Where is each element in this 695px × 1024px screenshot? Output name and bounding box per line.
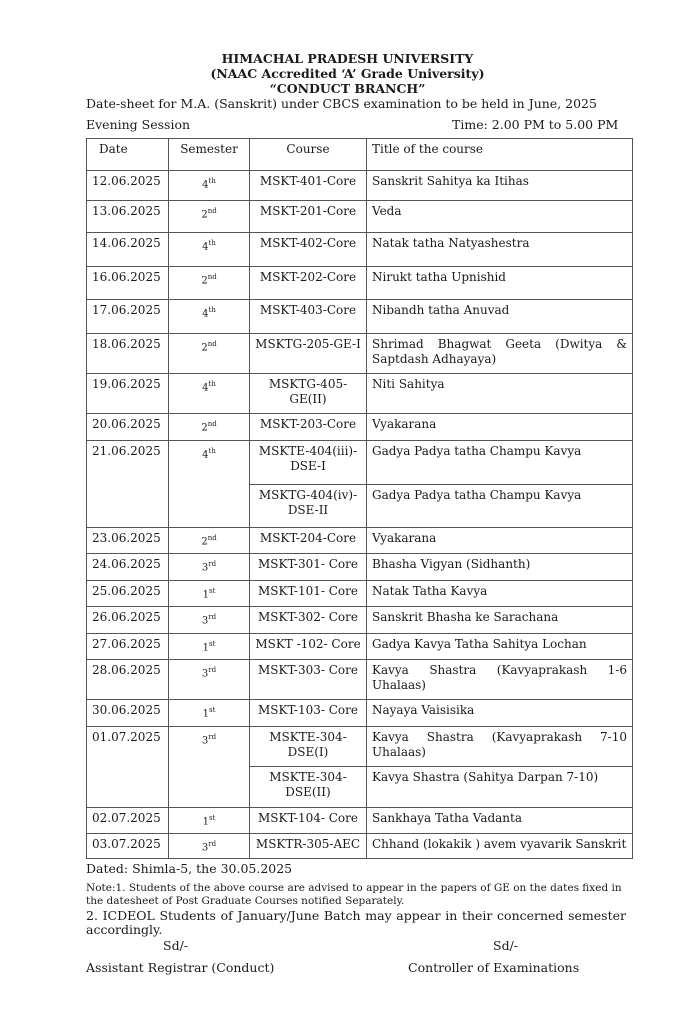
exam-date: 23.06.2025: [87, 528, 169, 554]
course-title: Gadya Kavya Tatha Sahitya Lochan: [367, 634, 633, 660]
course-code: MSKTG-205-GE-I: [250, 334, 367, 374]
exam-date: 27.06.2025: [87, 634, 169, 660]
semester-number: 1: [202, 708, 209, 720]
semester: [169, 700, 250, 727]
course-title: Vyakarana: [367, 414, 633, 441]
semester: [169, 441, 250, 528]
course-title: Bhasha Vigyan (Sidhanth): [367, 554, 633, 581]
semester: [169, 660, 250, 700]
table-row: [87, 554, 633, 581]
semester-number: 1: [202, 816, 209, 828]
exam-date: 24.06.2025: [87, 554, 169, 581]
semester-number: 3: [201, 668, 209, 680]
semester-suffix: st: [208, 640, 216, 648]
semester-suffix: st: [208, 706, 216, 714]
table-row: [87, 581, 633, 607]
semester: [169, 233, 250, 267]
table-row: [87, 334, 633, 374]
column-header-title: Title of the course: [367, 139, 633, 171]
course-code: MSKTE-304-DSE(I): [250, 727, 367, 767]
column-header-date: Date: [87, 139, 169, 171]
exam-date: 01.07.2025: [87, 727, 169, 808]
table-row: [87, 528, 633, 554]
course-code: MSKT-103- Core: [250, 700, 367, 727]
semester-number: 3: [201, 842, 209, 854]
semester: [169, 300, 250, 334]
semester-number: 2: [201, 342, 208, 354]
semester-suffix: rd: [208, 840, 217, 848]
semester-number: 3: [201, 735, 209, 747]
course-title: Kavya Shastra (Kavyaprakash 7-10 Uhalaas): [367, 727, 633, 767]
table-row: [87, 727, 633, 767]
semester: [169, 834, 250, 859]
semester-suffix: st: [208, 587, 216, 595]
semester-suffix: nd: [207, 534, 217, 542]
course-title: Nirukt tatha Upnishid: [367, 267, 633, 300]
note-1: Note:1. Students of the above course are advised to appear in the papers of GE on the dates fixed in the datesheet of Post Graduate Courses notified Separately.: [86, 882, 622, 907]
semester-suffix: nd: [207, 340, 217, 348]
session-time: Time: 2.00 PM to 5.00 PM: [452, 117, 619, 132]
semester-number: 2: [201, 275, 208, 287]
course-code: MSKT-301- Core: [250, 554, 367, 581]
exam-date: 03.07.2025: [87, 834, 169, 859]
exam-date: 02.07.2025: [87, 808, 169, 834]
semester-suffix: th: [208, 447, 216, 455]
signature-left: Sd/-: [163, 938, 188, 953]
course-title: Kavya Shastra (Kavyaprakash 1-6 Uhalaas): [367, 660, 633, 700]
table-row: [87, 808, 633, 834]
semester-suffix: rd: [208, 733, 217, 741]
course-code: MSKT-401-Core: [250, 171, 367, 201]
course-title: Gadya Padya tatha Champu Kavya: [367, 485, 633, 528]
exam-date: 16.06.2025: [87, 267, 169, 300]
course-title: Natak tatha Natyashestra: [367, 233, 633, 267]
semester-suffix: rd: [208, 666, 217, 674]
table-row: [87, 233, 633, 267]
semester-number: 4: [202, 308, 209, 320]
course-code: MSKT -102- Core: [250, 634, 367, 660]
semester-number: 2: [201, 422, 208, 434]
signatory-right: Controller of Examinations: [408, 960, 580, 975]
course-title: Gadya Padya tatha Champu Kavya: [367, 441, 633, 485]
semester-number: 4: [202, 382, 209, 394]
column-header-semester: Semester: [169, 139, 250, 171]
table-row: [87, 607, 633, 634]
table-row: [87, 267, 633, 300]
semester: [169, 334, 250, 374]
table-row: [87, 660, 633, 700]
exam-date: 18.06.2025: [87, 334, 169, 374]
semester-suffix: th: [208, 239, 216, 247]
table-row: [87, 171, 633, 201]
semester-number: 2: [201, 536, 208, 548]
table-header-row: [87, 139, 633, 171]
exam-date: 26.06.2025: [87, 607, 169, 634]
semester: [169, 554, 250, 581]
column-header-course: Course: [250, 139, 367, 171]
course-code: MSKT-204-Core: [250, 528, 367, 554]
course-title: Nibandh tatha Anuvad: [367, 300, 633, 334]
exam-date: 21.06.2025: [87, 441, 169, 528]
course-code: MSKT-303- Core: [250, 660, 367, 700]
exam-schedule-table: [86, 138, 633, 859]
exam-date: 19.06.2025: [87, 374, 169, 414]
semester: [169, 171, 250, 201]
semester: [169, 267, 250, 300]
semester: [169, 581, 250, 607]
semester-suffix: nd: [207, 273, 217, 281]
exam-date: 12.06.2025: [87, 171, 169, 201]
course-title: Vyakarana: [367, 528, 633, 554]
course-code: MSKT-302- Core: [250, 607, 367, 634]
exam-date: 20.06.2025: [87, 414, 169, 441]
semester-suffix: th: [208, 306, 216, 314]
course-title: Veda: [367, 201, 633, 233]
course-code: MSKT-403-Core: [250, 300, 367, 334]
table-row: [87, 201, 633, 233]
semester-suffix: th: [208, 177, 216, 185]
datesheet-subtitle: Date-sheet for M.A. (Sanskrit) under CBCS examination to be held in June, 2025: [86, 96, 597, 111]
semester-suffix: th: [208, 380, 216, 388]
semester: [169, 808, 250, 834]
course-code: MSKT-402-Core: [250, 233, 367, 267]
course-title: Sanskrit Bhasha ke Sarachana: [367, 607, 633, 634]
course-title: Chhand (lokakik ) avem vyavarik Sanskrit: [367, 834, 633, 859]
exam-date: 17.06.2025: [87, 300, 169, 334]
accreditation: (NAAC Accredited ‘A’ Grade University): [210, 66, 485, 81]
semester-number: 1: [202, 589, 209, 601]
course-title: Niti Sahitya: [367, 374, 633, 414]
session-label: Evening Session: [86, 117, 191, 132]
semester-number: 1: [202, 642, 209, 654]
course-title: Shrimad Bhagwat Geeta (Dwitya & Saptdash Adhayaya): [367, 334, 633, 374]
semester-suffix: nd: [207, 420, 217, 428]
semester-number: 4: [202, 179, 209, 191]
semester-suffix: nd: [207, 207, 217, 215]
table-row: [87, 414, 633, 441]
course-code: MSKTE-304-DSE(II): [250, 767, 367, 808]
semester-number: 2: [201, 209, 208, 221]
signatory-left: Assistant Registrar (Conduct): [86, 960, 275, 975]
exam-date: 28.06.2025: [87, 660, 169, 700]
semester-number: 3: [201, 615, 209, 627]
course-code: MSKT-101- Core: [250, 581, 367, 607]
course-code: MSKTG-404(iv)-DSE-II: [250, 485, 367, 528]
semester-number: 4: [202, 241, 209, 253]
semester: [169, 528, 250, 554]
note-2: 2. ICDEOL Students of January/June Batch may appear in their concerned semester accordingly.: [86, 908, 626, 937]
table-row: [87, 441, 633, 485]
table-row: [87, 834, 633, 859]
course-code: MSKT-203-Core: [250, 414, 367, 441]
exam-date: 14.06.2025: [87, 233, 169, 267]
semester: [169, 607, 250, 634]
course-title: Sankhaya Tatha Vadanta: [367, 808, 633, 834]
semester-number: 4: [202, 449, 209, 461]
course-title: Nayaya Vaisisika: [367, 700, 633, 727]
exam-date: 13.06.2025: [87, 201, 169, 233]
course-title: Sanskrit Sahitya ka Itihas: [367, 171, 633, 201]
semester-number: 3: [201, 562, 209, 574]
course-code: MSKTE-404(iii)-DSE-I: [250, 441, 367, 485]
branch-name: “CONDUCT BRANCH”: [269, 81, 426, 96]
semester: [169, 727, 250, 808]
semester-suffix: rd: [208, 560, 217, 568]
signature-right: Sd/-: [493, 938, 518, 953]
semester: [169, 201, 250, 233]
semester: [169, 634, 250, 660]
course-code: MSKT-201-Core: [250, 201, 367, 233]
exam-date: 30.06.2025: [87, 700, 169, 727]
table-row: [87, 300, 633, 334]
table-row: [87, 634, 633, 660]
course-title: Natak Tatha Kavya: [367, 581, 633, 607]
course-code: MSKTR-305-AEC: [250, 834, 367, 859]
semester-suffix: st: [208, 814, 216, 822]
semester: [169, 414, 250, 441]
course-code: MSKT-202-Core: [250, 267, 367, 300]
table-row: [87, 374, 633, 414]
semester: [169, 374, 250, 414]
course-code: MSKT-104- Core: [250, 808, 367, 834]
university-name: HIMACHAL PRADESH UNIVERSITY: [221, 51, 474, 66]
dated-line: Dated: Shimla-5, the 30.05.2025: [86, 861, 293, 876]
table-row: [87, 700, 633, 727]
course-code: MSKTG-405-GE(II): [250, 374, 367, 414]
exam-date: 25.06.2025: [87, 581, 169, 607]
course-title: Kavya Shastra (Sahitya Darpan 7-10): [367, 767, 633, 808]
semester-suffix: rd: [208, 613, 217, 621]
